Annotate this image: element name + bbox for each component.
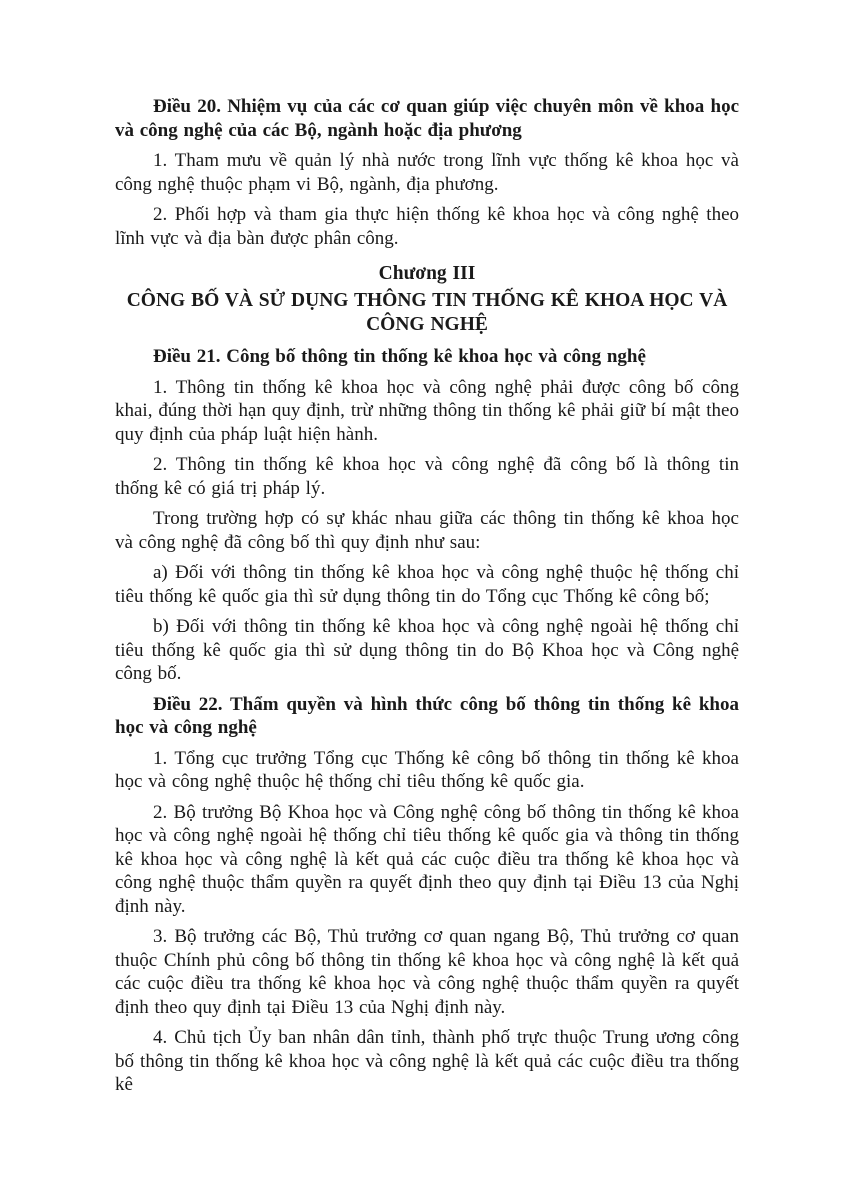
article-20-clause-1: 1. Tham mưu về quản lý nhà nước trong lĩnh vực thống kê khoa học và công nghệ thuộc phạm vi Bộ, ngành, địa phương. — [115, 150, 739, 195]
article-22-clause-2: 2. Bộ trưởng Bộ Khoa học và Công nghệ công bố thông tin thống kê khoa học và công nghệ ngoài hệ thống chỉ tiêu thống kê quốc gia và thông tin thống kê khoa học và công nghệ là kết quả các cuộc điều tra thống kê khoa học và công nghệ thuộc thẩm quyền ra quyết định theo quy định tại Điều 13 của Nghị định này. — [115, 801, 739, 917]
article-22-clause-1: 1. Tổng cục trưởng Tổng cục Thống kê công bố thông tin thống kê khoa học và công nghệ thuộc hệ thống chỉ tiêu thống kê quốc gia. — [115, 747, 739, 792]
article-22-clause-3: 3. Bộ trưởng các Bộ, Thủ trưởng cơ quan ngang Bộ, Thủ trưởng cơ quan thuộc Chính phủ công bố thông tin thống kê khoa học và công nghệ là kết quả các cuộc điều tra thống kê khoa học và công nghệ thuộc thẩm quyền ra quyết định theo quy định tại Điều 13 của Nghị định này. — [115, 926, 739, 1018]
article-21-point-b: b) Đối với thông tin thống kê khoa học và công nghệ ngoài hệ thống chỉ tiêu thống kê quốc gia thì sử dụng thông tin do Bộ Khoa học và Công nghệ công bố. — [115, 616, 739, 684]
chapter-3-label: Chương III — [378, 263, 476, 284]
article-21-point-a: a) Đối với thông tin thống kê khoa học và công nghệ thuộc hệ thống chỉ tiêu thống kê quốc gia thì sử dụng thông tin do Tổng cục Thống kê công bố; — [115, 562, 739, 607]
article-21-heading: Điều 21. Công bố thông tin thống kê khoa học và công nghệ — [153, 346, 646, 367]
article-22-clause-4: 4. Chủ tịch Ủy ban nhân dân tỉnh, thành phố trực thuộc Trung ương công bố thông tin thống kê khoa học và công nghệ là kết quả các cuộc điều tra thống kê — [115, 1027, 739, 1095]
chapter-3-title: CÔNG BỐ VÀ SỬ DỤNG THÔNG TIN THỐNG KÊ KHOA HỌC VÀ CÔNG NGHỆ — [126, 290, 728, 335]
article-21-clause-2: 2. Thông tin thống kê khoa học và công nghệ đã công bố là thông tin thống kê có giá trị pháp lý. — [115, 454, 739, 499]
article-21-clause-2-note: Trong trường hợp có sự khác nhau giữa các thông tin thống kê khoa học và công nghệ đã công bố thì quy định như sau: — [115, 508, 739, 553]
article-20-heading: Điều 20. Nhiệm vụ của các cơ quan giúp việc chuyên môn về khoa học và công nghệ của các Bộ, ngành hoặc địa phương — [115, 96, 739, 141]
article-20-clause-2: 2. Phối hợp và tham gia thực hiện thống kê khoa học và công nghệ theo lĩnh vực và địa bàn được phân công. — [115, 204, 739, 249]
document-text-block — [115, 92, 739, 1104]
article-22-heading: Điều 22. Thẩm quyền và hình thức công bố thông tin thống kê khoa học và công nghệ — [115, 693, 739, 738]
article-21-clause-1: 1. Thông tin thống kê khoa học và công nghệ phải được công bố công khai, đúng thời hạn quy định, trừ những thông tin thống kê phải giữ bí mật theo quy định của pháp luật hiện hành. — [115, 376, 739, 445]
